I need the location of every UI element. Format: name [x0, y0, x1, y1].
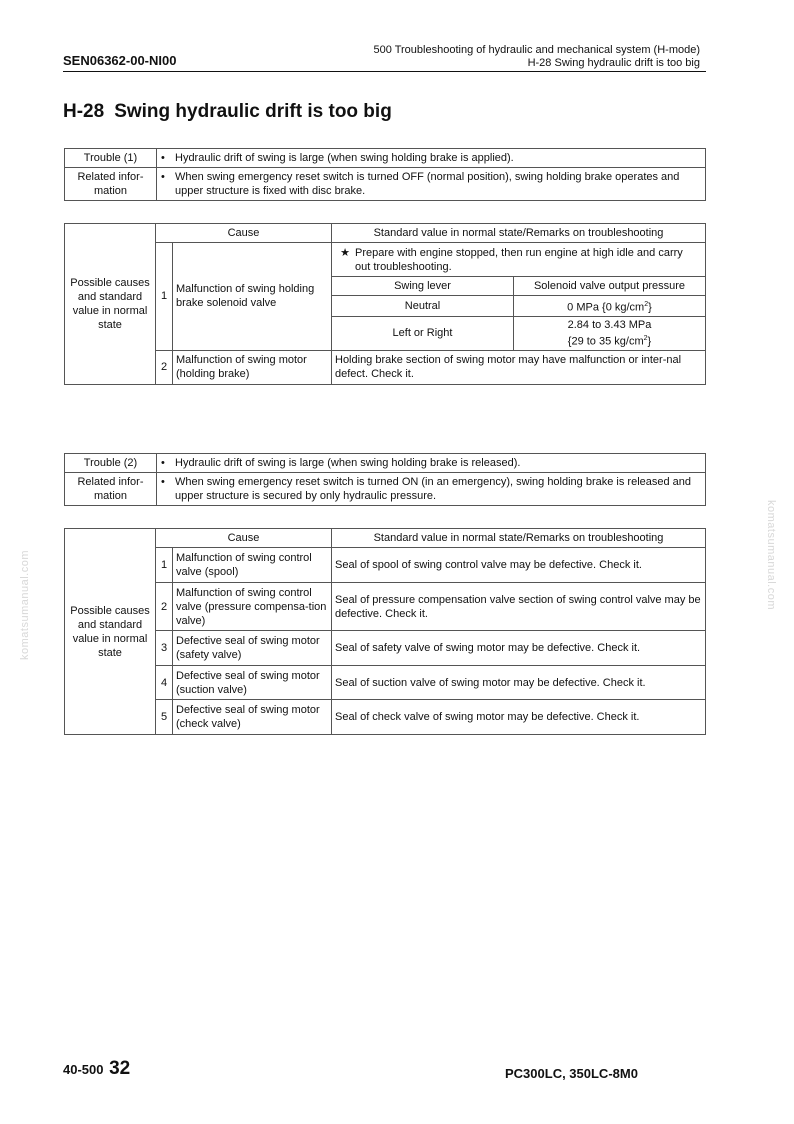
trouble-1-description	[157, 149, 706, 168]
lever-neutral: Neutral	[332, 296, 514, 317]
related-info-2-label: Related infor-mation	[65, 473, 157, 506]
cause-number: 1	[156, 548, 173, 583]
remarks-text: Seal of safety valve of swing motor may be defective. Check it.	[332, 631, 706, 666]
remarks-text: Seal of suction valve of swing motor may be defective. Check it.	[332, 666, 706, 700]
bullet: •	[161, 152, 165, 164]
lever-left-right: Left or Right	[332, 317, 514, 351]
superscript: 2	[643, 335, 648, 342]
trouble-2-table	[64, 453, 706, 506]
cause-header: Cause	[156, 529, 332, 548]
remarks-header: Standard value in normal state/Remarks on troubleshooting	[332, 529, 706, 548]
causes-2-side-label: Possible causes and standard value in normal state	[65, 529, 156, 735]
pressure-bracket: }	[647, 335, 652, 348]
trouble-2-description	[157, 454, 706, 473]
remarks-text: Seal of pressure compensation valve section of swing control valve may be defective. Check it.	[332, 583, 706, 631]
pressure-bracket: }	[648, 301, 652, 314]
remarks-text: Seal of spool of swing control valve may be defective. Check it.	[332, 548, 706, 583]
bullet: •	[161, 171, 165, 183]
page-number	[63, 1058, 130, 1080]
remarks-text: Seal of check valve of swing motor may be defective. Check it.	[332, 700, 706, 735]
remarks-text: Holding brake section of swing motor may have malfunction or inter-nal defect. Check it.	[332, 350, 706, 384]
cause-number: 2	[156, 350, 173, 384]
subsection-title: H-28 Swing hydraulic drift is too big	[527, 57, 700, 69]
document-code: SEN06362-00-NI00	[63, 53, 177, 68]
prep-note-text: Prepare with engine stopped, then run engine at high idle and carry out troubleshooting.	[355, 246, 683, 273]
swing-lever-header: Swing lever	[332, 277, 514, 296]
watermark-left: komatsumanual.com	[19, 550, 31, 660]
trouble-1-table	[64, 148, 706, 201]
title-number: H-28	[63, 101, 105, 122]
pressure-neutral	[514, 296, 706, 317]
model-name: PC300LC, 350LC-8M0	[505, 1066, 638, 1081]
related-info-1	[157, 168, 706, 201]
page-prefix: 40-500	[63, 1062, 104, 1077]
pressure-kg-value: {29 to 35 kg/cm	[567, 335, 644, 348]
trouble-1-text: Hydraulic drift of swing is large (when swing holding brake is applied).	[175, 152, 514, 164]
cause-number: 4	[156, 666, 173, 700]
related-info-1-text: When swing emergency reset switch is turned OFF (normal position), swing holding brake operates and upper structure is fixed with disc brake.	[175, 171, 680, 197]
title-text: Swing hydraulic drift is too big	[114, 101, 392, 122]
prep-note	[332, 243, 706, 277]
related-info-2-text: When swing emergency reset switch is turned ON (in an emergency), swing holding brake is released and upper structure is secured by only hydraulic pressure.	[175, 476, 692, 502]
causes-1-table	[64, 223, 706, 385]
section-title: 500 Troubleshooting of hydraulic and mechanical system (H-mode)	[373, 44, 700, 56]
pressure-value: 0 MPa {0 kg/cm	[567, 301, 645, 314]
cause-number: 3	[156, 631, 173, 666]
cause-text: Malfunction of swing motor (holding brake)	[173, 350, 332, 384]
bullet: •	[161, 476, 165, 488]
pressure-mpa: 2.84 to 3.43 MPa	[567, 319, 652, 331]
trouble-2-text: Hydraulic drift of swing is large (when swing holding brake is released).	[175, 457, 521, 469]
causes-1-side-label: Possible causes and standard value in normal state	[65, 224, 156, 385]
header-divider	[63, 71, 706, 72]
pressure-left-right	[514, 317, 706, 351]
remarks-header: Standard value in normal state/Remarks on troubleshooting	[332, 224, 706, 243]
cause-number: 2	[156, 583, 173, 631]
star-icon: ★	[340, 246, 350, 259]
pressure-kg	[517, 332, 702, 349]
trouble-1-label: Trouble (1)	[65, 149, 157, 168]
trouble-2-label: Trouble (2)	[65, 454, 157, 473]
watermark-right: komatsumanual.com	[765, 500, 777, 610]
cause-text: Malfunction of swing control valve (pressure compensa-tion valve)	[173, 583, 332, 631]
cause-number: 1	[156, 243, 173, 351]
bullet: •	[161, 457, 165, 469]
causes-2-table	[64, 528, 706, 735]
cause-number: 5	[156, 700, 173, 735]
cause-text: Malfunction of swing holding brake solenoid valve	[173, 243, 332, 351]
superscript: 2	[644, 300, 649, 308]
related-info-2	[157, 473, 706, 506]
page-title	[63, 101, 392, 123]
running-header	[374, 44, 701, 70]
cause-text: Defective seal of swing motor (suction valve)	[173, 666, 332, 700]
cause-text: Malfunction of swing control valve (spool)	[173, 548, 332, 583]
cause-text: Defective seal of swing motor (safety valve)	[173, 631, 332, 666]
cause-header: Cause	[156, 224, 332, 243]
solenoid-pressure-header: Solenoid valve output pressure	[514, 277, 706, 296]
related-info-1-label: Related infor-mation	[65, 168, 157, 201]
cause-text: Defective seal of swing motor (check valve)	[173, 700, 332, 735]
page-number-value: 32	[109, 1058, 131, 1079]
